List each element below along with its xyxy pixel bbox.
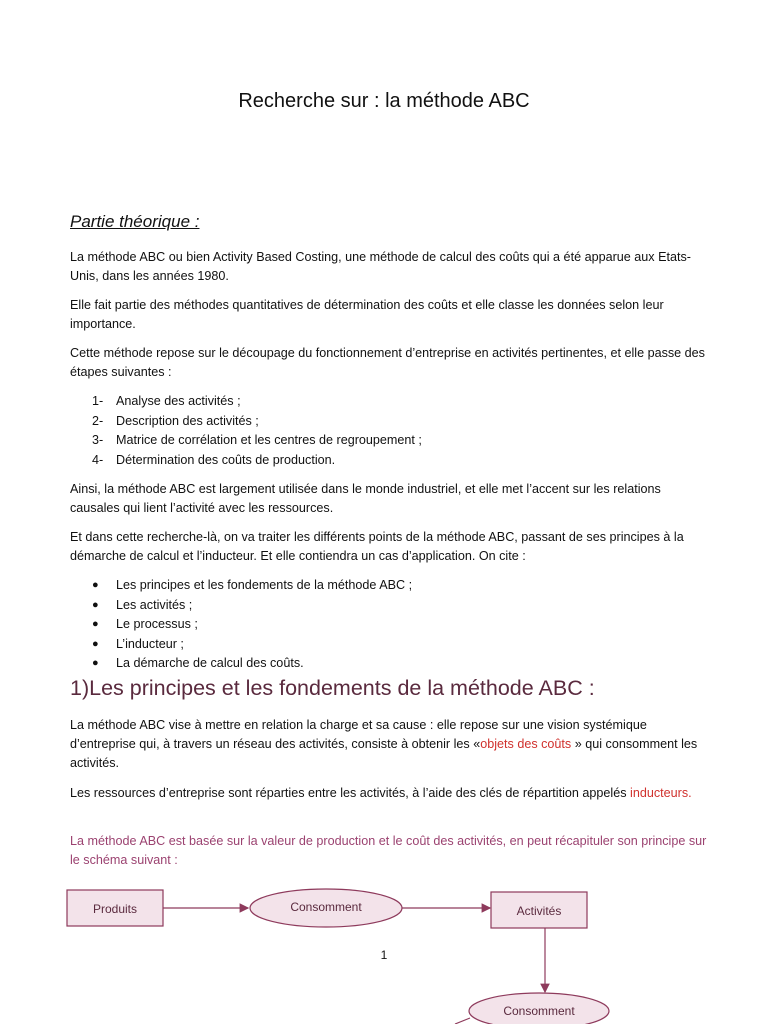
- page-number: 1: [380, 948, 388, 962]
- list-item: ● Le processus ;: [70, 615, 710, 635]
- paragraph-decoupage: Cette méthode repose sur le découpage du fonctionnement d’entreprise en activités pertinentes, et elle passe des étapes suivantes :: [70, 346, 705, 379]
- consume-label-1: Consomment: [290, 900, 362, 914]
- section-heading-theory: Partie théorique :: [70, 212, 200, 231]
- highlight-inducteurs: inducteurs.: [630, 786, 692, 800]
- list-item: ● Les activités ;: [70, 596, 710, 616]
- paragraph-schema-intro: La méthode ABC est basée sur la valeur de production et le coût des activités, en peut récapituler son principe sur le schéma suivant :: [70, 834, 707, 867]
- paragraph-quantitative: Elle fait partie des méthodes quantitatives de détermination des coûts et elle classe les données selon leur importance.: [70, 298, 664, 331]
- list-item: ● L’inducteur ;: [70, 635, 710, 655]
- list-number: 3-: [92, 433, 104, 447]
- list-number: 2-: [92, 413, 104, 428]
- consume-label-2: Consomment: [503, 1004, 575, 1018]
- list-item: ● Les principes et les fondements de la méthode ABC ;: [70, 576, 710, 596]
- page-title: Recherche sur : la méthode ABC: [238, 90, 530, 112]
- list-number: 4-: [92, 452, 104, 467]
- bullet-icon: ●: [92, 618, 99, 630]
- section-heading-principles: 1)Les principes et les fondements de la méthode ABC :: [70, 676, 595, 700]
- paragraph-intro: La méthode ABC ou bien Activity Based Costing, une méthode de calcul des coûts qui a été apparue aux Etats-Unis, dans les années 1980.: [70, 250, 691, 283]
- arrow-consume-out: [455, 1018, 470, 1024]
- list-item: ● La démarche de calcul des coûts.: [70, 654, 710, 674]
- bullet-icon: ●: [92, 579, 99, 591]
- list-item: 3- Matrice de corrélation et les centres de regroupement ;: [70, 431, 710, 451]
- list-number: 1-: [92, 394, 104, 408]
- topics-list: [70, 576, 710, 674]
- list-item: 1- Analyse des activités ;: [70, 392, 710, 412]
- highlight-objets-des-couts: objets des coûts: [480, 737, 572, 751]
- paragraph-ressources: Les ressources d’entreprise sont réparties entre les activités, à l’aide des clés de répartition appelés inducteurs.: [70, 786, 692, 800]
- list-item: 2- Description des activités ;: [70, 412, 710, 432]
- products-label: Produits: [92, 902, 138, 916]
- steps-list: [70, 392, 710, 470]
- list-item: 4- Détermination des coûts de production.: [70, 451, 710, 471]
- paragraph-research: Et dans cette recherche-là, on va traiter les différents points de la méthode ABC, passant de ses principes à la démarche de calcul et l’inducteur. Et elle contiendra un cas d’application. On cite :: [70, 530, 684, 563]
- paragraph-industrial: Ainsi, la méthode ABC est largement utilisée dans le monde industriel, et elle met l’accent sur les relations causales qui lient l’activité avec les ressources.: [70, 482, 661, 515]
- bullet-icon: ●: [92, 657, 99, 669]
- bullet-icon: ●: [92, 637, 99, 650]
- activities-label: Activités: [516, 904, 562, 918]
- bullet-icon: ●: [92, 598, 99, 611]
- paragraph-vision: La méthode ABC vise à mettre en relation la charge et sa cause : elle repose sur une vision systémique d’entreprise qui, à travers un réseau des activités, consiste à obtenir les «objets des coûts » qui consomment les activités.: [70, 718, 698, 770]
